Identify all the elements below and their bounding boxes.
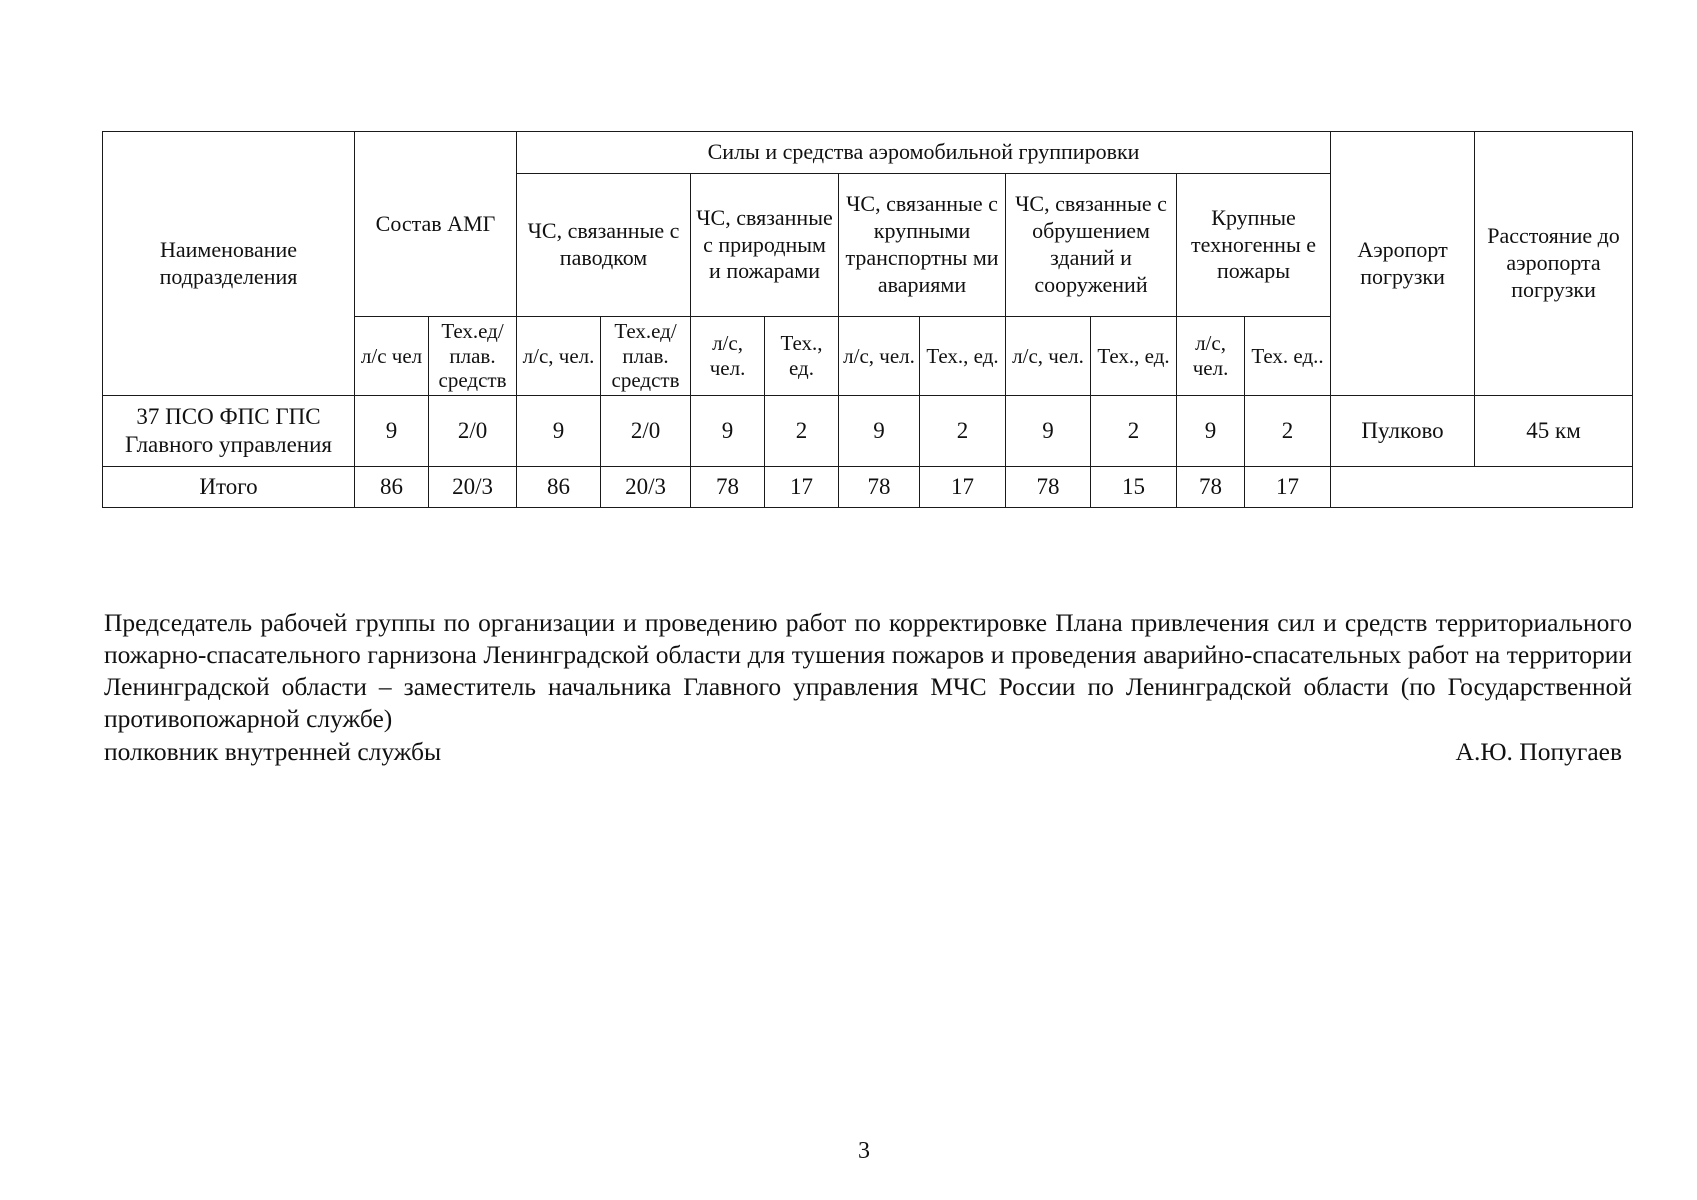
total-amg-equipment: 20/3 bbox=[429, 467, 517, 508]
cell-natural-personnel: 9 bbox=[691, 396, 765, 467]
total-empty-cell bbox=[1331, 467, 1633, 508]
cell-distance: 45 км bbox=[1475, 396, 1633, 467]
unit-collapse-personnel: л/с, чел. bbox=[1006, 317, 1091, 396]
table-row bbox=[103, 396, 1633, 467]
total-amg-personnel: 86 bbox=[355, 467, 429, 508]
unit-transport-personnel: л/с, чел. bbox=[839, 317, 920, 396]
unit-manmade-personnel: л/с, чел. bbox=[1177, 317, 1245, 396]
table-total-row bbox=[103, 467, 1633, 508]
total-collapse-personnel: 78 bbox=[1006, 467, 1091, 508]
cell-unit-name: 37 ПСО ФПС ГПС Главного управления bbox=[103, 396, 355, 467]
header-flood: ЧС, связанные с паводком bbox=[517, 174, 691, 317]
total-collapse-equipment: 15 bbox=[1091, 467, 1177, 508]
signature-line bbox=[104, 736, 1622, 768]
unit-amg-personnel: л/с чел bbox=[355, 317, 429, 396]
unit-collapse-equipment: Тех., ед. bbox=[1091, 317, 1177, 396]
header-building-collapse: ЧС, связанные с обрушением зданий и сооружений bbox=[1006, 174, 1177, 317]
unit-flood-equipment: Тех.ед/ плав. средств bbox=[601, 317, 691, 396]
page-number: 3 bbox=[858, 1138, 870, 1164]
cell-manmade-equipment: 2 bbox=[1245, 396, 1331, 467]
cell-collapse-personnel: 9 bbox=[1006, 396, 1091, 467]
amg-table bbox=[102, 131, 1633, 508]
total-natural-personnel: 78 bbox=[691, 467, 765, 508]
cell-amg-personnel: 9 bbox=[355, 396, 429, 467]
header-manmade-fires: Крупные техногенны е пожары bbox=[1177, 174, 1331, 317]
cell-transport-personnel: 9 bbox=[839, 396, 920, 467]
unit-transport-equipment: Тех., ед. bbox=[920, 317, 1006, 396]
total-flood-personnel: 86 bbox=[517, 467, 601, 508]
total-label: Итого bbox=[103, 467, 355, 508]
unit-amg-equipment: Тех.ед/ плав. средств bbox=[429, 317, 517, 396]
cell-manmade-personnel: 9 bbox=[1177, 396, 1245, 467]
signatory-name: А.Ю. Попугаев bbox=[1455, 737, 1622, 766]
cell-flood-equipment: 2/0 bbox=[601, 396, 691, 467]
total-transport-equipment: 17 bbox=[920, 467, 1006, 508]
unit-manmade-equipment: Тех. ед.. bbox=[1245, 317, 1331, 396]
signatory-rank: полковник внутренней службы bbox=[104, 737, 442, 766]
total-manmade-equipment: 17 bbox=[1245, 467, 1331, 508]
total-flood-equipment: 20/3 bbox=[601, 467, 691, 508]
unit-natural-equipment: Тех., ед. bbox=[765, 317, 839, 396]
cell-flood-personnel: 9 bbox=[517, 396, 601, 467]
cell-airport: Пулково bbox=[1331, 396, 1475, 467]
header-forces-group: Силы и средства аэромобильной группировки bbox=[517, 132, 1331, 174]
cell-natural-equipment: 2 bbox=[765, 396, 839, 467]
header-natural-fires: ЧС, связанные с природным и пожарами bbox=[691, 174, 839, 317]
total-manmade-personnel: 78 bbox=[1177, 467, 1245, 508]
header-amg-composition: Состав АМГ bbox=[355, 132, 517, 317]
header-airport: Аэропорт погрузки bbox=[1331, 132, 1475, 396]
total-transport-personnel: 78 bbox=[839, 467, 920, 508]
header-unit-name: Наименование подразделения bbox=[103, 132, 355, 396]
cell-amg-equipment: 2/0 bbox=[429, 396, 517, 467]
cell-collapse-equipment: 2 bbox=[1091, 396, 1177, 467]
unit-natural-personnel: л/с, чел. bbox=[691, 317, 765, 396]
header-distance: Расстояние до аэропорта погрузки bbox=[1475, 132, 1633, 396]
signatory-title: Председатель рабочей группы по организации и проведению работ по корректировке Плана привлечения сил и средств территориального пожарно-спасательного гарнизона Ленинградской области для тушения пожаров и проведения аварийно-спасательных работ на территории Ленинградской области – заместитель начальника Главного управления МЧС России по Ленинградской области (по Государственной противопожарной службе) bbox=[104, 608, 1632, 733]
table-header-row bbox=[103, 132, 1633, 174]
header-transport-accidents: ЧС, связанные с крупными транспортны ми авариями bbox=[839, 174, 1006, 317]
cell-transport-equipment: 2 bbox=[920, 396, 1006, 467]
total-natural-equipment: 17 bbox=[765, 467, 839, 508]
unit-flood-personnel: л/с, чел. bbox=[517, 317, 601, 396]
